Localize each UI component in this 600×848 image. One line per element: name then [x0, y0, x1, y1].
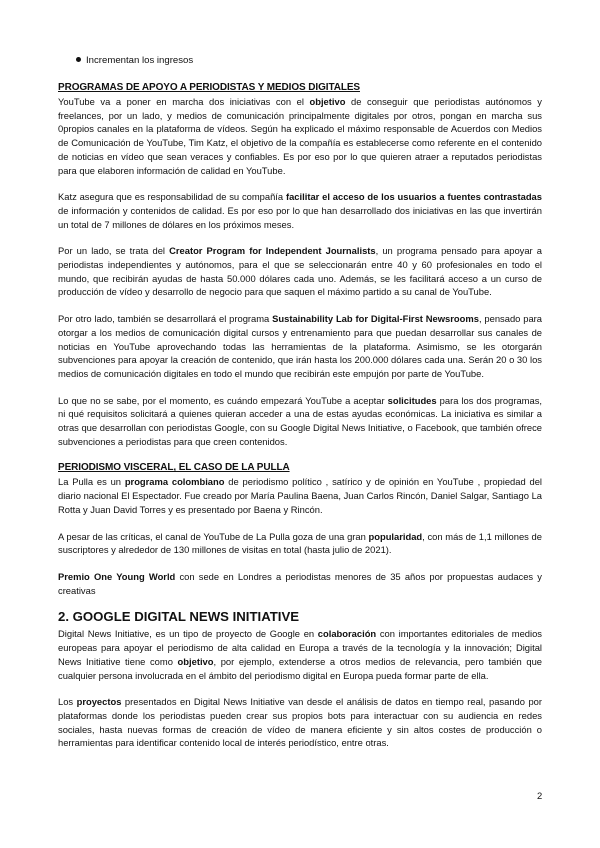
paragraph: Los proyectos presentados en Digital News Initiative van desde el análisis de datos en tiempo real, pasando por plataformas donde los periodistas pueden crear sus propios bots para interactuar con su audiencia en redes sociales, hasta nuevas formas de creación de vídeo de manera eficiente y sin altos costes de producción o herramientas para identificar contenido local de interés periodístico, entre otras.: [58, 696, 542, 749]
bullet-text: Incrementan los ingresos: [86, 55, 194, 66]
paragraph: Lo que no se sabe, por el momento, es cuándo empezará YouTube a aceptar solicitudes para los dos programas, ni qué requisitos solicitará a quienes quieran acceder a una de estas ayudas económicas. La iniciativa es similar a otras que desarrollan con periodistas Google, con su Google Digital News Initiative, o Facebook, que también ofrece subvenciones a periodistas para que creen contenidos.: [58, 394, 542, 447]
paragraph: Por un lado, se trata del Creator Program for Independent Journalists, un programa pensado para apoyar a periodistas independientes y autónomos, para el que se seleccionarán entre 40 y 60 profesionales en todo el mundo, que recibirán ayudas de hasta 50.000 dólares cada uno. Además, se les facilitará acceso a un curso de producción de vídeo y desarrollo de negocio para que saquen el máximo partido a su canal de YouTube.: [58, 245, 542, 298]
bold-phrase: Creator Program for Independent Journalists: [169, 245, 376, 257]
paragraph: Katz asegura que es responsabilidad de su compañía facilitar el acceso de los usuarios a fuentes contrastadas de información y contenidos de calidad. Es por eso por lo que han desarrollado dos iniciativas en las que invertirán un total de 7 millones de dólares en los próximos meses.: [58, 191, 542, 230]
bold-phrase: programa colombiano: [124, 476, 225, 488]
bullet-item: [76, 54, 542, 67]
bold-phrase: Sustainability Lab for Digital-First Newsrooms: [272, 313, 479, 325]
bold-phrase: colaboración: [317, 628, 377, 640]
document-page: [58, 54, 542, 763]
paragraph: La Pulla es un programa colombiano de periodismo político , satírico y de opinión en YouTube , propiedad del diario nacional El Espectador. Fue creado por María Paulina Baena, Juan Carlos Rincón, Daniel Salgar, Santiago La Rotta y Juan David Torres y es presentado por Baena y Rincón.: [58, 476, 543, 515]
bold-phrase: objetivo: [309, 96, 346, 107]
bold-phrase: facilitar el acceso de los usuarios a fuentes contrastadas: [285, 191, 542, 203]
section-heading-la-pulla: PERIODISMO VISCERAL, EL CASO DE LA PULLA: [58, 462, 290, 474]
paragraph: A pesar de las críticas, el canal de YouTube de La Pulla goza de una gran popularidad, con más de 1,1 millones de suscriptores y alrededor de 130 millones de visitas en total (hasta julio de 2021).: [58, 530, 542, 556]
section-heading-programas: PROGRAMAS DE APOYO A PERIODISTAS Y MEDIOS DIGITALES: [58, 82, 360, 93]
bold-phrase: Premio One Young World: [58, 570, 176, 582]
bold-phrase: proyectos: [76, 696, 122, 708]
page-number: 2: [537, 790, 543, 801]
bold-phrase: solicitudes: [387, 394, 437, 406]
section-heading-google-dni: 2. GOOGLE DIGITAL NEWS INITIATIVE: [58, 609, 300, 625]
bold-phrase: popularidad: [368, 530, 423, 542]
paragraph: Por otro lado, también se desarrollará el programa Sustainability Lab for Digital-First Newsrooms, pensado para otorgar a los medios de comunicación digital cursos y entrenamiento para que puedan desarrollar sus canales de noticias en YouTube aprovechando todas las herramientas de la plataforma. Asimismo, se les otorgarán subvenciones para apoyar la creación de contenido, que irán hasta los 200.000 dólares cada una. Serán 20 o 30 los medios de comunicación digitales en todo el mundo que recibirán este empujón por parte de YouTube.: [58, 313, 542, 379]
paragraph: Digital News Initiative, es un tipo de proyecto de Google en colaboración con importantes editoriales de medios europeas para apoyar el periodismo de alta calidad en Europa a través de la tecnología y la innovación; Digital News Initiative tiene como objetivo, por ejemplo, extenderse a otros medios de relevancia, pero también que cualquier persona involucrada en el ámbito del periodismo digital en Europa pueda formar parte de ella.: [58, 628, 542, 681]
paragraph: Premio One Young World con sede en Londres a periodistas menores de 35 años por propuestas audaces y creativas: [58, 570, 542, 596]
paragraph: YouTube va a poner en marcha dos iniciativas con el objetivo de conseguir que periodistas autónomos y freelances, por un lado, y medios de comunicación principalmente digitales por otros, pongan en marcha sus 0propios canales en la plataforma de vídeos. Según ha explicado el máximo responsable de Acuerdos con Medios de Comunicación de YouTube, Tim Katz, el objetivo de la compañía es establecerse como referente en el contenido de noticias en vídeo que sean veraces y confiables. Es por eso por lo que quieren atraer a reputados periodistas para que elaboren información de calidad en YouTube.: [58, 96, 542, 176]
bold-phrase: objetivo: [177, 655, 214, 667]
bullet-dot-icon: [76, 57, 81, 62]
